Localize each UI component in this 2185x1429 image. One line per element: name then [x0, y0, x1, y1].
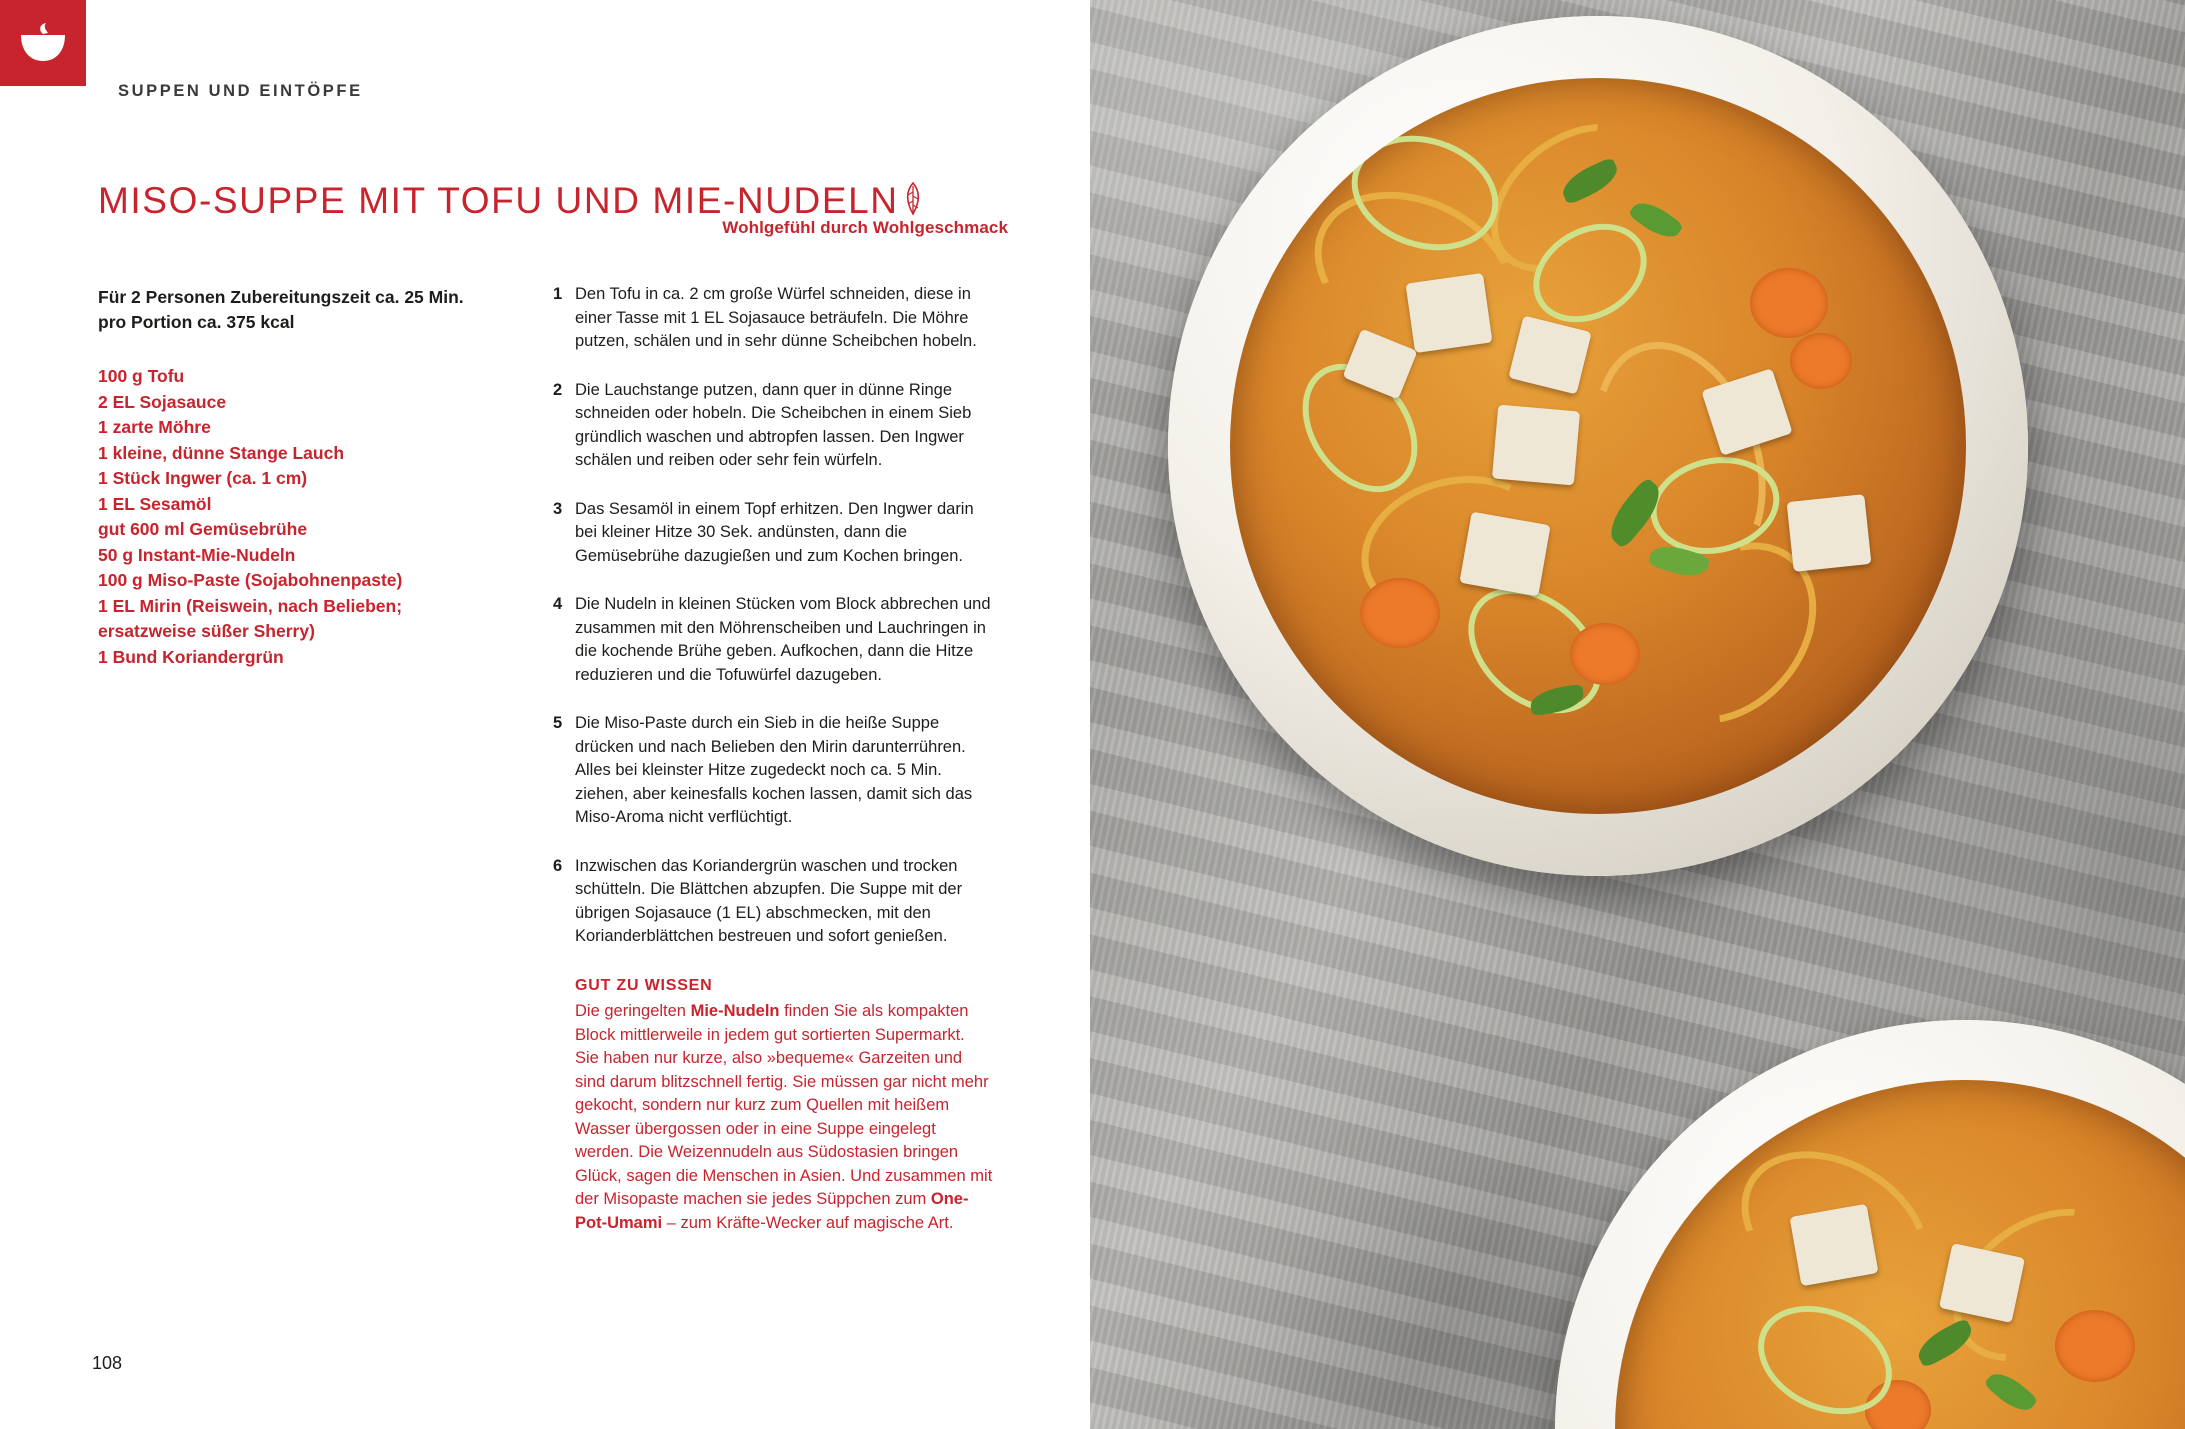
page-number: 108: [92, 1353, 123, 1373]
tip-body: [575, 1000, 993, 1235]
step-text: Die Nudeln in kleinen Stücken vom Block abbrechen und zusammen mit den Möhrenscheiben und Lauchringen in die kochende Brühe geben. Aufkochen, dann die Hitze reduzieren und die Tofuwürfel dazugeben.: [575, 595, 991, 684]
ingredient-item: 1 zarte Möhre: [98, 417, 211, 437]
ingredient-item: 1 EL Mirin (Reiswein, nach Belieben;: [98, 595, 403, 616]
carrot-slice: [1750, 268, 1828, 338]
step-text: Den Tofu in ca. 2 cm große Würfel schneiden, diese in einer Tasse mit 1 EL Sojasauce beträufeln. Die Möhre putzen, schälen und in sehr dünne Scheibchen hobeln.: [575, 285, 977, 350]
ingredient-item: 1 kleine, dünne Stange Lauch: [98, 442, 345, 463]
ingredient-item: gut 600 ml Gemüsebrühe: [98, 519, 308, 539]
recipe-title-text: MISO-SUPPE MIT TOFU UND MIE-NUDELN: [98, 179, 899, 221]
tip-term: One-Pot-Umami: [575, 1190, 969, 1232]
servings-info: Für 2 Personen Zubereitungszeit ca. 25 Min. pro Portion ca. 375 kcal: [98, 287, 464, 332]
ingredient-item: ersatzweise süßer Sherry): [98, 621, 315, 641]
recipe-text-page: [0, 0, 1090, 1429]
step-text: Inzwischen das Koriandergrün waschen und trocken schütteln. Die Blättchen abzupfen. Die Suppe mit der übrigen Sojasauce (1 EL) abschmecken, mit den Korianderblättchen bestreuen und sofort genießen.: [575, 856, 963, 945]
ingredients-column: [98, 285, 468, 670]
tofu-cube: [1939, 1243, 2025, 1323]
soup-bowl-main: [1168, 16, 2028, 876]
tofu-cube: [1508, 315, 1591, 394]
step-text: Die Lauchstange putzen, dann quer in dünne Ringe schneiden oder hobeln. Die Scheibchen in einem Sieb gründlich waschen und abtropfen lassen. Den Ingwer schälen und reiben oder sehr fein würfeln.: [575, 380, 972, 469]
tip-text: – zum Kräfte-Wecker auf magische Art.: [662, 1213, 954, 1232]
step-number: 5: [553, 714, 563, 732]
ingredient-item: 100 g Tofu: [98, 366, 185, 386]
ingredient-item: 2 EL Sojasauce: [98, 391, 227, 412]
carrot-slice: [1570, 623, 1640, 685]
ingredients-list: [98, 364, 468, 670]
recipe-photo: [1090, 0, 2185, 1429]
tofu-cube: [1406, 273, 1493, 353]
bowl-icon: [0, 0, 86, 86]
carrot-slice: [1790, 333, 1852, 389]
carrot-slice: [1360, 578, 1440, 648]
preparation-step: [553, 855, 993, 949]
tip-heading: GUT ZU WISSEN: [575, 976, 713, 994]
preparation-step: [553, 593, 993, 687]
coriander-leaf: [1983, 1366, 2038, 1418]
tip-text: Die geringelten: [575, 1002, 691, 1020]
ingredient-item: 1 Stück Ingwer (ca. 1 cm): [98, 468, 308, 488]
tofu-cube: [1492, 405, 1580, 486]
tip-text: finden Sie als kompakten Block mittlerweile in jedem gut sortierten Supermarkt. Sie haben nur kurze, also »bequeme« Garzeiten und sind darum blitzschnell fertig. Sie müssen gar nicht mehr gekocht, sondern nur kurz zum Quellen mit heißem Wasser übergossen oder in eine Suppe eingelegt werden. Die Weizennudeln aus Südostasien bringen Glück, sagen die Menschen in Asien. Und zusammen mit der Misopaste machen sie jedes Süppchen zum: [575, 1002, 993, 1208]
recipe-subtitle: Wohlgefühl durch Wohlgeschmack: [722, 218, 1008, 237]
tofu-cube: [1790, 1204, 1879, 1286]
preparation-step: [553, 379, 993, 473]
step-text: Das Sesamöl in einem Topf erhitzen. Den Ingwer darin bei kleiner Hitze 30 Sek. andünsten, dann die Gemüsebrühe dazugießen und zum Kochen bringen.: [575, 499, 974, 565]
step-number: 1: [553, 285, 563, 303]
step-number: 3: [553, 499, 563, 518]
ingredient-item: 1 Bund Koriandergrün: [98, 646, 284, 667]
preparation-step: [553, 712, 993, 830]
step-number: 4: [553, 595, 563, 613]
section-label: SUPPEN UND EINTÖPFE: [118, 82, 363, 100]
soup-surface: [1230, 78, 1966, 814]
step-number: 2: [553, 380, 563, 399]
step-number: 6: [553, 856, 563, 875]
tip-term: Mie-Nudeln: [690, 1002, 780, 1020]
tofu-cube: [1459, 512, 1550, 597]
step-text: Die Miso-Paste durch ein Sieb in die heiße Suppe drücken und nach Belieben den Mirin darunterrühren. Alles bei kleinster Hitze zugedeckt noch ca. 5 Min. ziehen, aber keinesfalls kochen lassen, damit sich das Miso-Aroma nicht verflüchtigt.: [575, 714, 973, 826]
preparation-step: [553, 283, 993, 354]
carrot-slice: [2055, 1310, 2135, 1382]
preparation-steps: [553, 283, 993, 1235]
preparation-step: [553, 498, 993, 569]
tofu-cube: [1787, 494, 1872, 572]
ingredient-item: 100 g Miso-Paste (Sojabohnenpaste): [98, 570, 403, 590]
ingredient-item: 50 g Instant-Mie-Nudeln: [98, 544, 296, 565]
tip-box: [553, 974, 993, 1236]
ingredient-item: 1 EL Sesamöl: [98, 493, 212, 514]
